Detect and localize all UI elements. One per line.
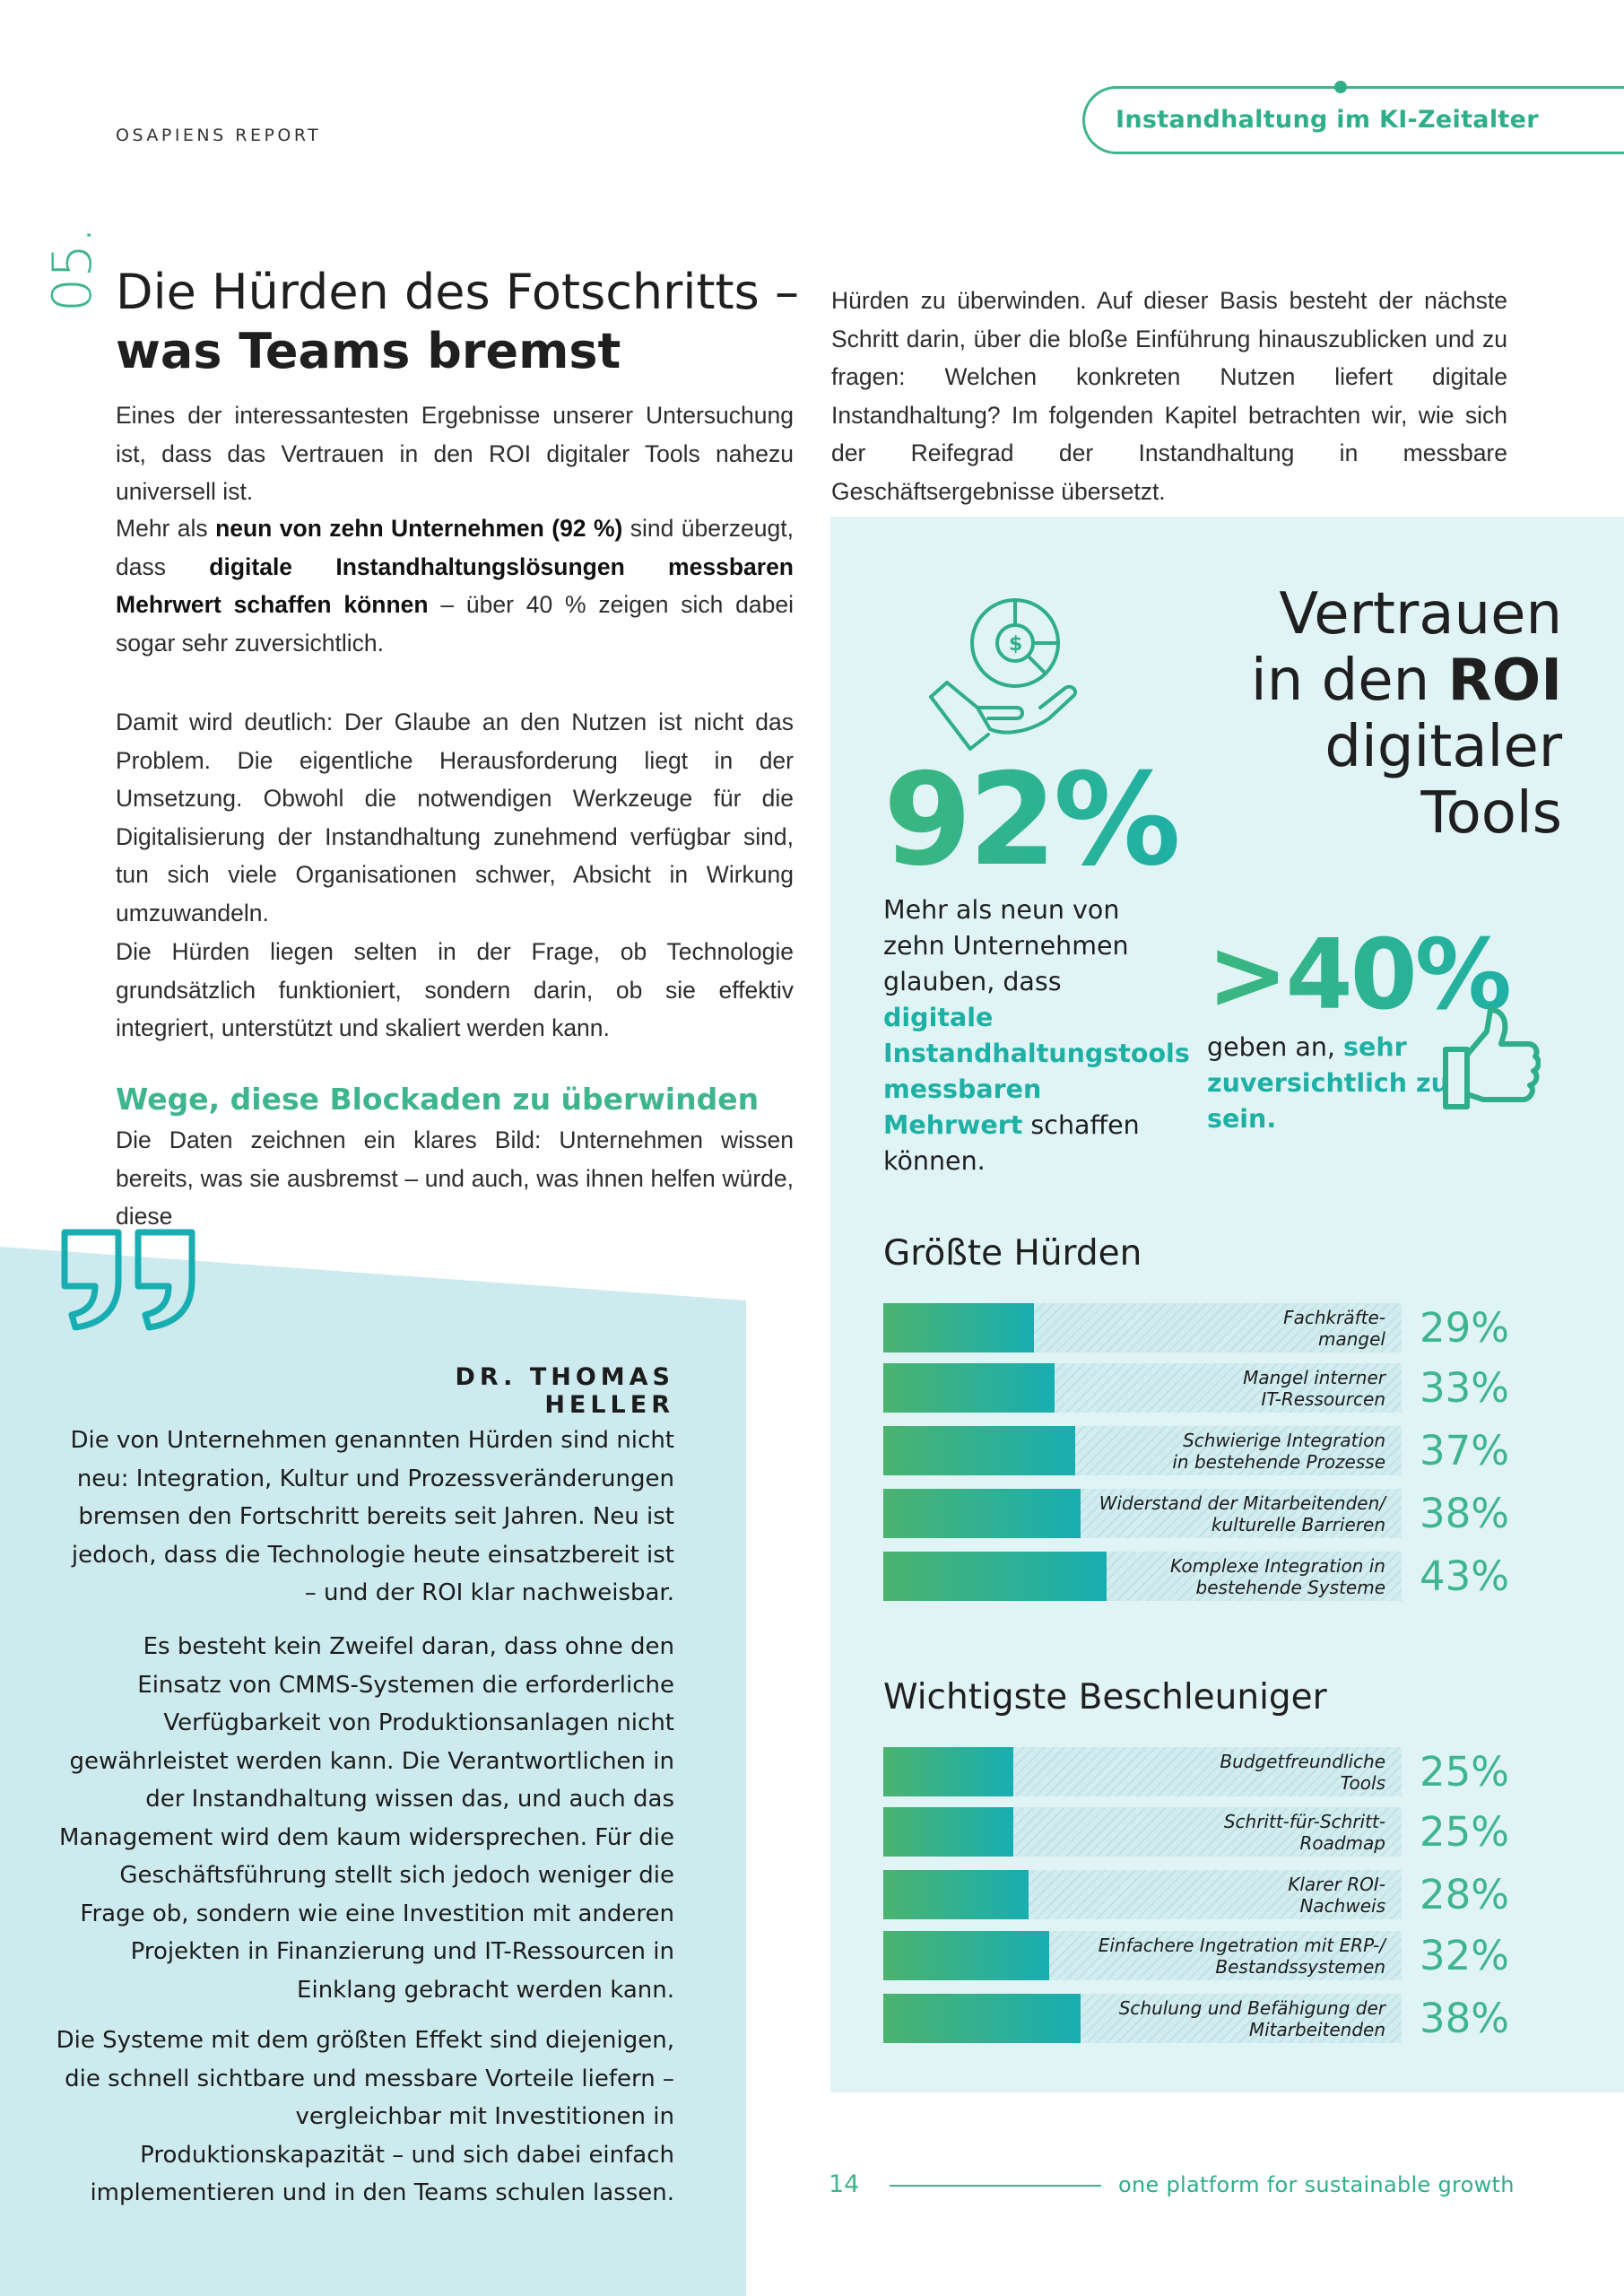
roi-title-line4: Tools xyxy=(1420,780,1562,847)
bar-row xyxy=(883,1807,1510,1857)
roi-title xyxy=(1193,581,1562,847)
bar-value-label: 28% xyxy=(1420,1871,1510,1918)
money-hand-icon xyxy=(924,596,1081,767)
confidence-text-2: sind überzeugt, dass xyxy=(116,515,794,580)
stat-40-text xyxy=(1207,1030,1458,1137)
implementation-paragraph: Damit wird deutlich: Der Glaube an den Nutzen ist nicht das Problem. Die eigentliche Herausforderung liegt in der Umsetzung. Obwohl die notwendigen Werkzeuge für die Digitalisierung der Instandhaltung zunehmend verfügbar sind, tun sich viele Organisationen schwer, Absicht in Wirkung umzuwandeln. xyxy=(116,709,794,926)
bar-category-label: Mangel interner IT-Ressourcen xyxy=(1243,1367,1385,1410)
bar-fill xyxy=(883,1303,1034,1352)
bar-fill xyxy=(883,1426,1075,1475)
bar-row xyxy=(883,1363,1510,1413)
footer-tagline: one platform for sustainable growth xyxy=(1118,2172,1515,2197)
bar-value-label: 25% xyxy=(1420,1748,1510,1796)
bar-row xyxy=(883,1426,1510,1475)
pill-dot xyxy=(1334,81,1347,93)
bar-value-label: 29% xyxy=(1420,1304,1510,1352)
continuation-paragraph: Hürden zu überwinden. Auf dieser Basis besteht der nächste Schritt darin, über die bloße Einführung hinauszublicken und zu fragen: Welchen konkreten Nutzen liefert digitale Instandhaltung? Im folgenden Kapitel betrachten wir, wie sich der Reifegrad der Instandhaltung in messbare Geschäftsergebnisse übersetzt. xyxy=(831,287,1507,505)
stat-40-highlight: sehr zuversichtlich zu sein. xyxy=(1207,1032,1449,1134)
bar-category-label: Komplexe Integration in bestehende Systeme xyxy=(1170,1555,1385,1598)
quote-paragraph-3: Die Systeme mit dem größten Effekt sind diejenigen, die schnell sichtbare und messbare Vorteile liefern – vergleichbar mit Investitionen in Produktionskapazität – und sich dabei einfach implementieren und in den Teams schulen lassen. xyxy=(56,2027,674,2206)
bar-value-label: 33% xyxy=(1420,1364,1510,1412)
data-paragraph: Die Daten zeichnen ein klares Bild: Unternehmen wissen bereits, was sie ausbremst – und auch, was ihnen helfen würde, diese xyxy=(116,1126,794,1230)
bar-fill xyxy=(883,1552,1107,1601)
bar-fill xyxy=(883,1870,1029,1919)
page-number: 14 xyxy=(829,2170,860,2198)
bar-category-label: Fachkräfte- mangel xyxy=(1283,1307,1385,1350)
bar-fill xyxy=(883,1363,1055,1413)
confidence-text-3: – über 40 % zeigen sich dabei sogar sehr zuversichtlich. xyxy=(116,591,794,657)
roi-title-line1: Vertrauen xyxy=(1279,581,1562,648)
svg-text:$: $ xyxy=(1009,633,1023,656)
stat-92-highlight: digitale Instandhaltungstools messbaren Mehrwert xyxy=(883,1003,1190,1140)
quote-author: DR. THOMAS HELLER xyxy=(455,1363,674,1419)
quote-paragraph-2: Es besteht kein Zweifel daran, dass ohne den Einsatz von CMMS-Systemen die erforderliche Verfügbarkeit von Produktionsanlagen nicht gewährleistet werden kann. Die Verantwortlichen in der Instandhaltung wissen das, und auch das Management wird dem kaum widersprechen. Für die Geschäftsführung stellt sich jedoch weniger die Frage ob, sondern wie eine Investition mit anderen Projekten in Finanzierung und IT-Ressourcen in Einklang gebracht werden kann. xyxy=(58,1633,674,2004)
quote-mark-icon xyxy=(59,1227,203,1335)
bar-fill xyxy=(883,1807,1013,1857)
roi-title-line3: digitaler xyxy=(1324,714,1562,780)
quote-paragraph-1: Die von Unternehmen genannten Hürden sind nicht neu: Integration, Kultur und Prozessveränderungen bremsen den Fortschritt bereits seit Jahren. Neu ist jedoch, dass die Technologie heute einsatzbereit ist – und der ROI klar nachweisbar. xyxy=(70,1427,674,1606)
bar-value-label: 32% xyxy=(1420,1932,1510,1979)
bar-category-label: Schritt-für-Schritt- Roadmap xyxy=(1223,1811,1385,1854)
stat-40-value: >40% xyxy=(1207,919,1509,1031)
thumbs-up-icon xyxy=(1442,1004,1541,1112)
stat-92-text-a: Mehr als neun von zehn Unternehmen glauben, dass xyxy=(883,895,1129,996)
footer-divider xyxy=(890,2185,1101,2187)
bar-row xyxy=(883,1994,1510,2043)
bar-fill xyxy=(883,1489,1081,1538)
bar-category-label: Klarer ROI- Nachweis xyxy=(1288,1874,1385,1917)
confidence-text-1: Mehr als xyxy=(116,515,216,542)
bar-fill xyxy=(883,1747,1013,1796)
bar-row xyxy=(883,1303,1510,1352)
bar-row xyxy=(883,1931,1510,1980)
bar-category-label: Widerstand der Mitarbeitenden/ kulturelle Barrieren xyxy=(1099,1492,1385,1535)
chapter-label: Instandhaltung im KI-Zeitalter xyxy=(1116,106,1539,134)
bar-value-label: 43% xyxy=(1420,1552,1510,1600)
roi-title-line2a: in den xyxy=(1250,648,1448,714)
bar-value-label: 25% xyxy=(1420,1808,1510,1856)
stat-40-text-a: geben an, xyxy=(1207,1032,1344,1062)
confidence-bold-1: neun von zehn Unternehmen (92 %) xyxy=(215,515,623,542)
bar-row xyxy=(883,1552,1510,1601)
section-title-line1: Die Hürden des Fotschritts – xyxy=(116,264,799,320)
bar-row xyxy=(883,1870,1510,1919)
bar-row xyxy=(883,1489,1510,1538)
bar-fill xyxy=(883,1994,1081,2043)
bar-value-label: 37% xyxy=(1420,1427,1510,1474)
section-number: 05. xyxy=(41,226,104,312)
section-title-line2: was Teams bremst xyxy=(116,323,621,379)
confidence-paragraph xyxy=(116,509,794,662)
hurdles-paragraph: Die Hürden liegen selten in der Frage, ob Technologie grundsätzlich funktioniert, sondern darin, ob sie effektiv integriert, unterstützt und skaliert werden kann. xyxy=(116,938,794,1041)
roi-title-line2 xyxy=(1193,648,1562,714)
bar-category-label: Einfachere Ingetration mit ERP-/ Bestandssystemen xyxy=(1098,1935,1385,1978)
bar-category-label: Schwierige Integration in bestehende Prozesse xyxy=(1172,1430,1385,1473)
report-brand: OSAPIENS REPORT xyxy=(116,126,322,145)
stat-92-text-b: schaffen können. xyxy=(883,1110,1140,1176)
chart2-title: Wichtigste Beschleuniger xyxy=(883,1677,1327,1718)
roi-title-line2b: ROI xyxy=(1447,648,1562,714)
bar-value-label: 38% xyxy=(1420,1490,1510,1537)
bar-fill xyxy=(883,1931,1049,1980)
intro-paragraph: Eines der interessantesten Ergebnisse unserer Untersuchung ist, dass das Vertrauen in den ROI digitaler Tools nahezu universell ist. xyxy=(116,402,794,505)
bar-value-label: 38% xyxy=(1420,1995,1510,2042)
bar-row xyxy=(883,1747,1510,1796)
chart1-title: Größte Hürden xyxy=(883,1233,1142,1274)
confidence-bold-2: digitale Instandhaltungslösungen messbaren Mehrwert schaffen können xyxy=(116,552,794,618)
subheading-ways: Wege, diese Blockaden zu überwinden xyxy=(116,1082,760,1117)
stat-92-text xyxy=(883,892,1190,1179)
stat-92-value: 92% xyxy=(883,746,1177,894)
bar-category-label: Budgetfreundliche Tools xyxy=(1220,1751,1385,1794)
bar-category-label: Schulung und Befähigung der Mitarbeitenden xyxy=(1118,1997,1385,2040)
